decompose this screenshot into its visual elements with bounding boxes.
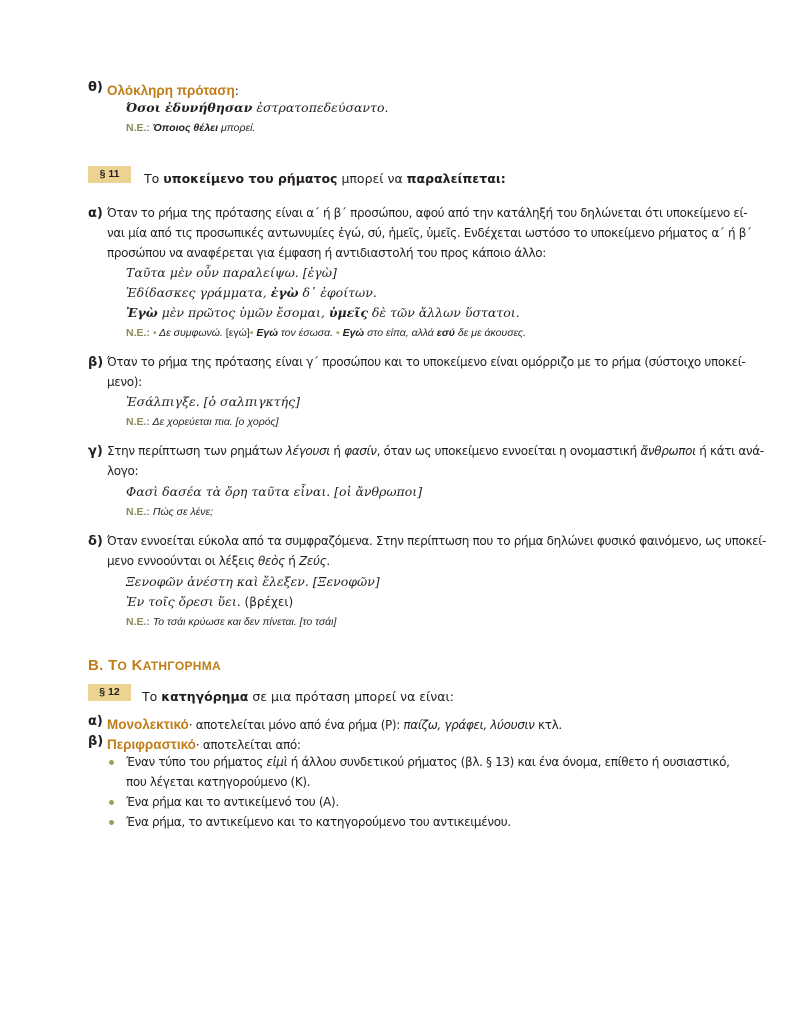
ne-label: Ν.Ε.: [126, 616, 150, 628]
beta-line-1: Όταν το ρήμα της πρότασης είναι γ΄ προσώπου και το υποκείμενο είναι ομόρριζο με το ρήμα (σύστοιχο υποκεί- [107, 355, 746, 369]
theta-example: Όσοι ἐδυνήθησαν ἐστρατοπεδεύσαντο. [126, 100, 389, 115]
paragraph-11-title: Το υποκείμενο του ρήματος μπορεί να παραλείπεται: [144, 171, 506, 186]
bullet-2: Ένα ρήμα και το αντικείμενό του (Α). [126, 795, 339, 809]
ne-label: Ν.Ε.: [126, 327, 150, 339]
p12-beta-line: Περιφραστικό· αποτελείται από: [107, 737, 301, 752]
delta-ne-note: Ν.Ε.: Το τσάι κρύωσε και δεν πίνεται. [το τσάι] [126, 616, 337, 628]
paragraph-badge-12: § 12 [88, 684, 131, 701]
beta-line-2: μενο): [107, 375, 142, 389]
gamma-line-1: Στην περίπτωση των ρημάτων λέγουσι ή φασίν, όταν ως υποκείμενο εννοείται η ονομαστική ἄνθρωποι ή κάτι ανά- [107, 444, 764, 458]
bullet-dot-icon [109, 800, 114, 805]
bullet-dot-icon: • [152, 327, 157, 339]
delta-line-2: μενο εννοούνται οι λέξεις θεὸς ή Ζεύς. [107, 554, 330, 568]
alpha-line-1: Όταν το ρήμα της πρότασης είναι α΄ ή β΄ προσώπου, αφού από την κατάληξή του δηλώνεται ότι υποκείμενο εί- [107, 206, 748, 220]
ne-label: Ν.Ε.: [126, 506, 150, 518]
gamma-example-1: Φασὶ δασέα τὰ ὄρη ταῦτα εἶναι. [οἱ ἄνθρωποι] [126, 484, 423, 499]
beta-ne-note: Ν.Ε.: Δε χορεύεται πια. [ο χορός] [126, 416, 279, 428]
p12-alpha-line: Μονολεκτικό· αποτελείται μόνο από ένα ρήμα (Ρ): παίζω, γράφει, λύουσιν κτλ. [107, 717, 562, 732]
item-letter-theta: θ) [88, 80, 103, 95]
item-letter-alpha-12: α) [88, 714, 103, 729]
item-letter-delta: δ) [88, 534, 103, 549]
bullet-dot-icon [109, 760, 114, 765]
alpha-example-1: Ταῦτα μὲν οὖν παραλείψω. [ἐγὼ] [126, 265, 337, 280]
gamma-line-2: λογο: [107, 464, 139, 478]
beta-example-1: Ἐσάλπιγξε. [ὁ σαλπιγκτής] [126, 394, 301, 409]
monolektiko-heading: Μονολεκτικό [107, 717, 189, 732]
item-letter-beta-12: β) [88, 734, 104, 749]
theta-ne-note: Ν.Ε.: Όποιος θέλει μπορεί. [126, 122, 256, 134]
theta-heading-line: Ολόκληρη πρόταση: [107, 83, 239, 98]
item-letter-gamma: γ) [88, 444, 103, 459]
section-b-title: Β. ΤΟ ΚΑΤΗΓΟΡΗΜΑ [88, 657, 222, 674]
bullet-1-line-2: που λέγεται κατηγορούμενο (Κ). [126, 775, 311, 789]
paragraph-12-title: Το κατηγόρημα σε μια πρόταση μπορεί να είναι: [142, 689, 454, 704]
delta-example-2: Ἐν τοῖς ὄρεσι ὕει. (βρέχει) [126, 594, 294, 609]
bullet-dot-icon: • [249, 327, 254, 339]
alpha-example-3: Ἐγὼ μὲν πρῶτος ὑμῶν ἔσομαι, ὑμεῖς δὲ τῶν ἄλλων ὕστατοι. [126, 305, 520, 320]
item-letter-beta: β) [88, 355, 104, 370]
alpha-line-2: ναι μία από τις προσωπικές αντωνυμίες ἐγώ, σύ, ἡμεῖς, ὑμεῖς. Ενδέχεται ωστόσο το υποκείμενο ρήματος α΄ ή β΄ [107, 226, 752, 240]
delta-line-1: Όταν εννοείται εύκολα από τα συμφραζόμενα. Στην περίπτωση που το ρήμα δηλώνει φυσικό φαινόμενο, ως υποκεί- [107, 534, 767, 548]
item-letter-alpha: α) [88, 206, 103, 221]
bullet-1-line-1: Έναν τύπο του ρήματος εἰμὶ ή άλλου συνδετικού ρήματος (βλ. § 13) και ένα όνομα, επίθετο ή ουσιαστικό, [126, 755, 730, 769]
alpha-example-2: Ἐδίδασκες γράμματα, ἐγὼ δ᾽ ἐφοίτων. [126, 285, 377, 300]
theta-heading: Ολόκληρη πρόταση [107, 83, 235, 98]
paragraph-badge-11: § 11 [88, 166, 131, 183]
bullet-dot-icon: • [335, 327, 340, 339]
delta-example-1: Ξενοφῶν ἀνέστη καὶ ἔλεξεν. [Ξενοφῶν] [126, 574, 380, 589]
bullet-dot-icon [109, 820, 114, 825]
perifrastiko-heading: Περιφραστικό [107, 737, 196, 752]
ne-label: Ν.Ε.: [126, 416, 150, 428]
alpha-line-3: προσώπου να αναφέρεται για έμφαση ή αντιδιαστολή του προς κάποιο άλλο: [107, 246, 546, 260]
gamma-ne-note: Ν.Ε.: Πώς σε λένε; [126, 506, 214, 518]
bullet-3: Ένα ρήμα, το αντικείμενο και το κατηγορούμενο του αντικειμένου. [126, 815, 511, 829]
ne-label: Ν.Ε.: [126, 122, 150, 134]
alpha-ne-note: Ν.Ε.: • Δε συμφωνώ. [εγώ]• Εγώ τον έσωσα. • Εγώ στο είπα, αλλά εσύ δε με άκουσες. [126, 327, 526, 339]
